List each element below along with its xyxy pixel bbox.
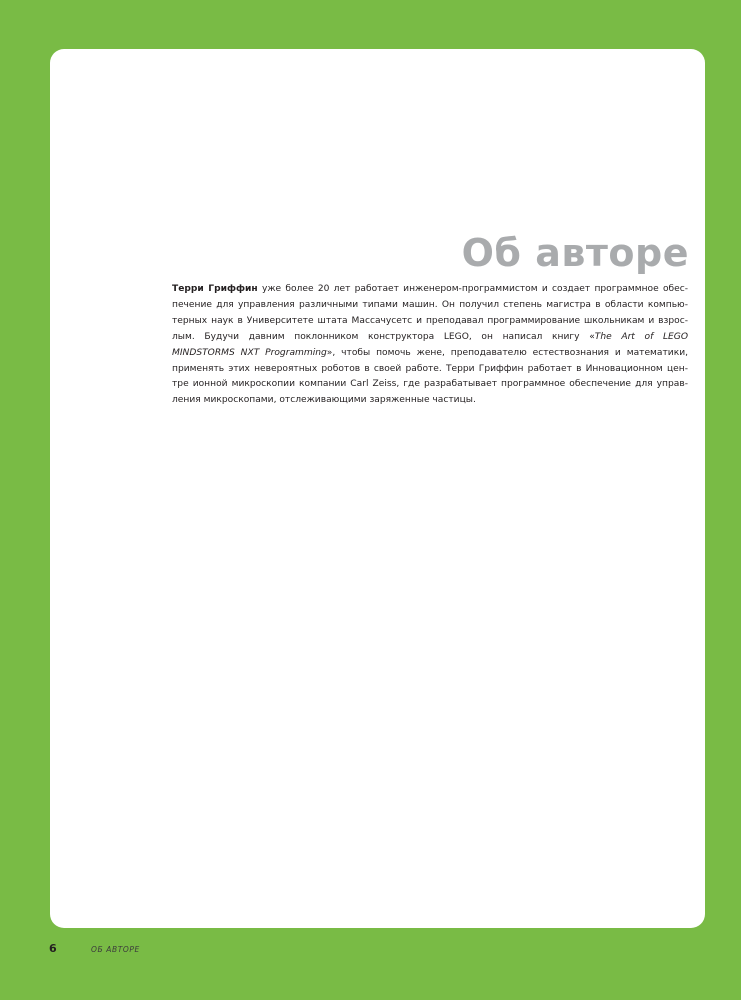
running-head: ОБ АВТОРЕ (91, 945, 140, 954)
chapter-title: Об авторе (461, 231, 689, 275)
author-name: Терри Гриффин (172, 284, 258, 294)
bio-line: лым. Будучи давним поклонником конструктора LEGO, он написал книгу «The Art of LEGO (172, 331, 688, 342)
book-title-part-1: The Art of LEGO (594, 331, 688, 342)
book-title-part-2: MINDSTORMS NXT Programming (172, 347, 327, 358)
bio-line: ления микроскопами, отслеживающими заряженные частицы. (172, 395, 476, 406)
bio-line: терных наук в Университете штата Массачусетс и преподавал программирование школьникам и взрос- (172, 315, 688, 326)
bio-line: печение для управления различными типами машин. Он получил степень магистра в области компью- (172, 299, 688, 310)
author-bio (172, 282, 688, 409)
bio-line: тре ионной микроскопии компании Carl Zeiss, где разрабатывает программное обеспечение для управ- (172, 379, 688, 390)
bio-line: применять этих невероятных роботов в своей работе. Терри Гриффин работает в Инновационном цен- (172, 363, 688, 374)
page-card (50, 49, 705, 928)
bio-line: Терри Гриффин уже более 20 лет работает инженером-программистом и создает программное обес- (172, 284, 688, 294)
page-number: 6 (49, 942, 57, 955)
bio-line: MINDSTORMS NXT Programming», чтобы помочь жене, преподавателю естествознания и математики, (172, 347, 688, 358)
